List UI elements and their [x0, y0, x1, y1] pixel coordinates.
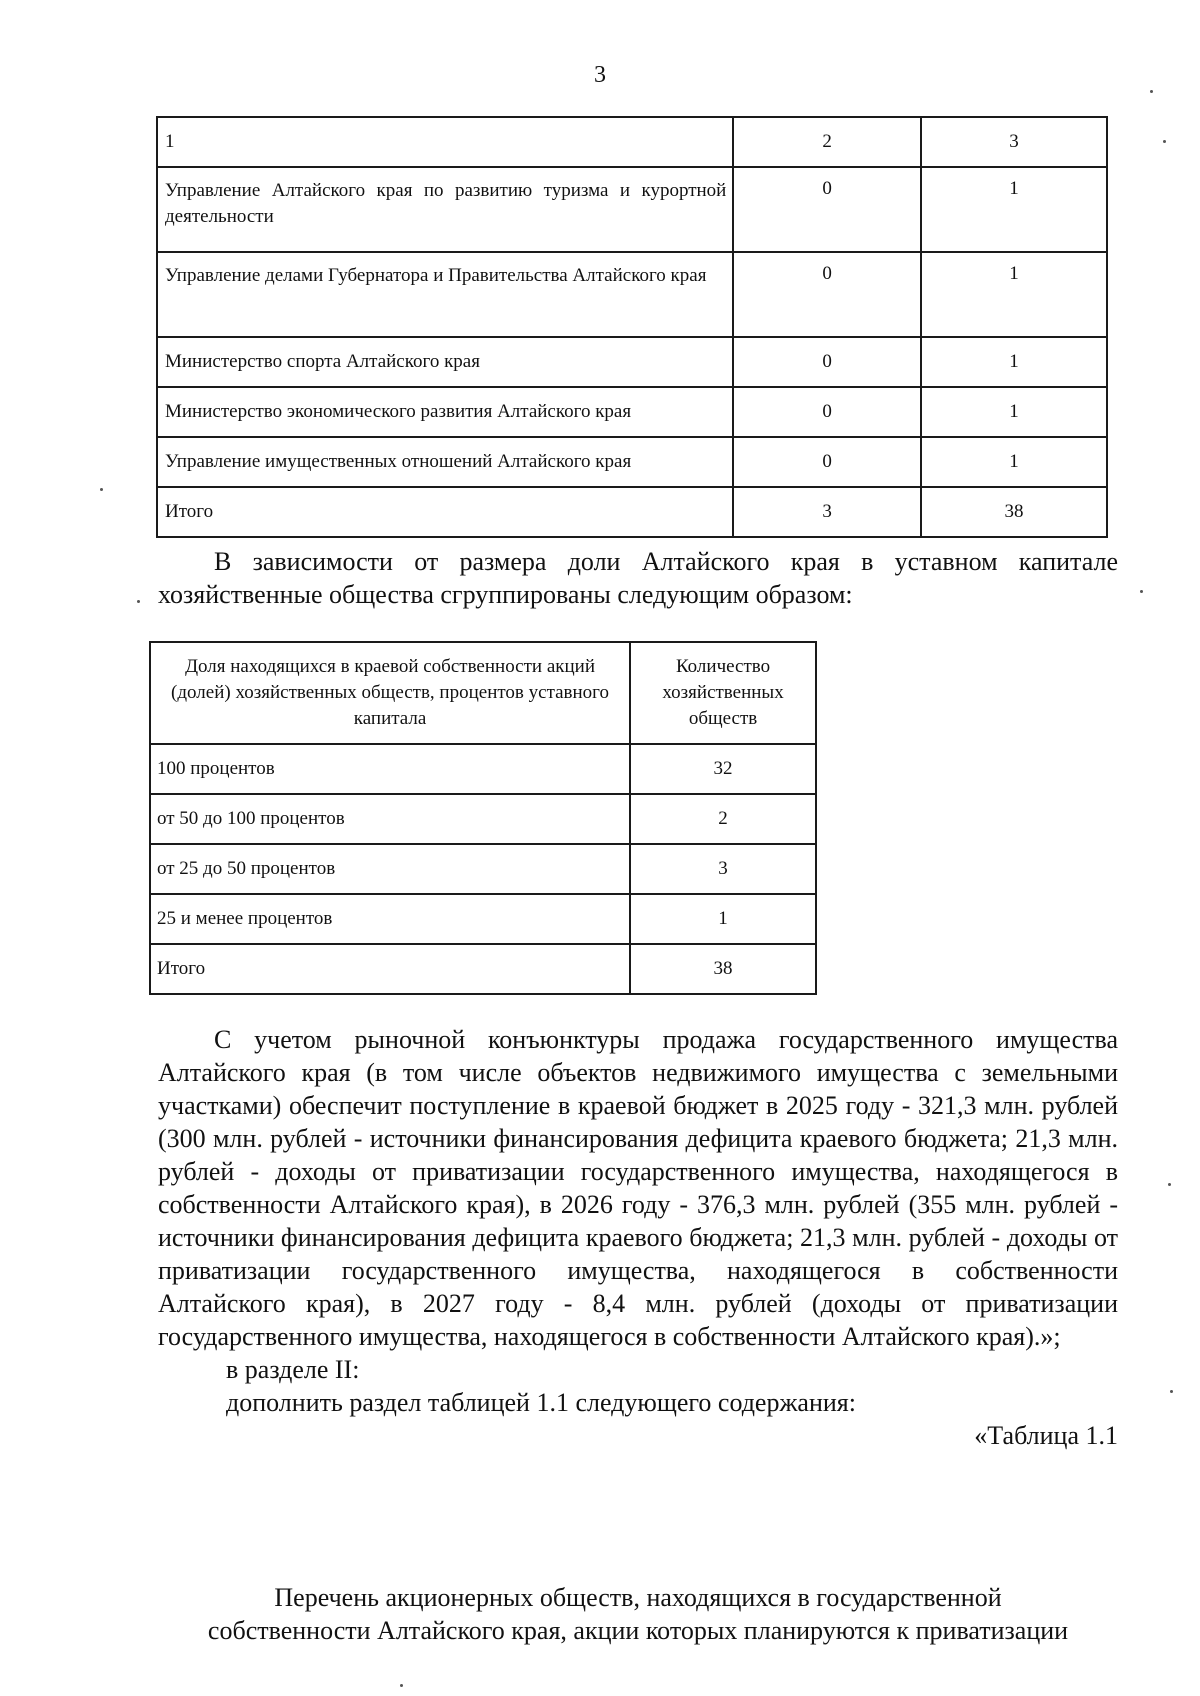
column-number: 1	[157, 117, 733, 167]
total-row	[150, 944, 816, 994]
table-header-row	[150, 642, 816, 744]
count-cell: 32	[630, 744, 816, 794]
agencies-table	[156, 116, 1108, 538]
agency-name: Управление делами Губернатора и Правительства Алтайского края	[157, 252, 733, 337]
scan-speck	[1163, 140, 1166, 143]
value-cell: 0	[733, 252, 921, 337]
table-header-row	[157, 117, 1107, 167]
value-cell: 0	[733, 167, 921, 252]
share-cell: 25 и менее процентов	[150, 894, 630, 944]
share-cell: от 25 до 50 процентов	[150, 844, 630, 894]
total-value: 38	[921, 487, 1107, 537]
value-cell: 0	[733, 337, 921, 387]
table-label: «Таблица 1.1	[974, 1421, 1118, 1450]
table-row	[150, 844, 816, 894]
share-cell: от 50 до 100 процентов	[150, 794, 630, 844]
agency-name: Управление имущественных отношений Алтайского края	[157, 437, 733, 487]
table-row	[150, 744, 816, 794]
page-number: 3	[594, 62, 606, 88]
column-number: 3	[921, 117, 1107, 167]
table-row	[150, 794, 816, 844]
total-label: Итого	[150, 944, 630, 994]
value-cell: 1	[921, 252, 1107, 337]
scan-speck	[1150, 90, 1153, 93]
scan-speck	[1140, 590, 1143, 593]
table-row	[157, 387, 1107, 437]
agency-name: Министерство спорта Алтайского края	[157, 337, 733, 387]
table-title	[158, 1581, 1118, 1647]
value-cell: 1	[921, 387, 1107, 437]
header-share: Доля находящихся в краевой собственности акций (долей) хозяйственных обществ, процентов уставного капитала	[150, 642, 630, 744]
agency-name: Министерство экономического развития Алтайского края	[157, 387, 733, 437]
agency-name: Управление Алтайского края по развитию туризма и курортной деятельности	[157, 167, 733, 252]
header-count: Количество хозяйственных обществ	[630, 642, 816, 744]
paragraph-grouping	[158, 545, 1118, 611]
value-cell: 0	[733, 437, 921, 487]
scan-speck	[1168, 1183, 1171, 1186]
value-cell: 1	[921, 337, 1107, 387]
scan-speck	[400, 1684, 403, 1687]
table-title-line: собственности Алтайского края, акции которых планируются к приватизации	[207, 1616, 1069, 1645]
total-row	[157, 487, 1107, 537]
value-cell: 0	[733, 387, 921, 437]
value-cell: 1	[921, 437, 1107, 487]
total-value: 3	[733, 487, 921, 537]
table-row	[157, 167, 1107, 252]
value-cell: 1	[921, 167, 1107, 252]
total-value: 38	[630, 944, 816, 994]
column-number: 2	[733, 117, 921, 167]
scan-speck	[100, 488, 103, 491]
paragraph-revenue	[158, 1023, 1118, 1452]
count-cell: 1	[630, 894, 816, 944]
share-cell: 100 процентов	[150, 744, 630, 794]
table-row	[157, 252, 1107, 337]
paragraph-text: В зависимости от размера доли Алтайского края в уставном капитале хозяйственные общества сгруппированы следующим образом:	[158, 547, 1118, 609]
add-table-line: дополнить раздел таблицей 1.1 следующего содержания:	[226, 1388, 856, 1417]
table-title-line: Перечень акционерных обществ, находящихся в государственной	[274, 1583, 1002, 1612]
share-groups-table	[149, 641, 817, 995]
paragraph-text: С учетом рыночной конъюнктуры продажа государственного имущества Алтайского края (в том числе объектов недвижимого имущества с земельными участками) обеспечит поступление в краевой бюджет в 2025 году - 321,3 млн. рублей (300 млн. рублей - источники финансирования дефицита краевого бюджета; 21,3 млн. рублей - доходы от приватизации государственного имущества, находящегося в собственности Алтайского края), в 2026 году - 376,3 млн. рублей (355 млн. рублей - источники финансирования дефицита краевого бюджета; 21,3 млн. рублей - доходы от приватизации государственного имущества, находящегося в собственности Алтайского края), в 2027 году - 8,4 млн. рублей (доходы от приватизации государственного имущества, находящегося в собственности Алтайского края).»;	[158, 1025, 1118, 1351]
table-row	[150, 894, 816, 944]
scan-speck	[1170, 1390, 1173, 1393]
count-cell: 3	[630, 844, 816, 894]
count-cell: 2	[630, 794, 816, 844]
total-label: Итого	[157, 487, 733, 537]
table-row	[157, 337, 1107, 387]
scan-speck	[137, 600, 140, 603]
table-row	[157, 437, 1107, 487]
section-line: в разделе II:	[226, 1355, 360, 1384]
